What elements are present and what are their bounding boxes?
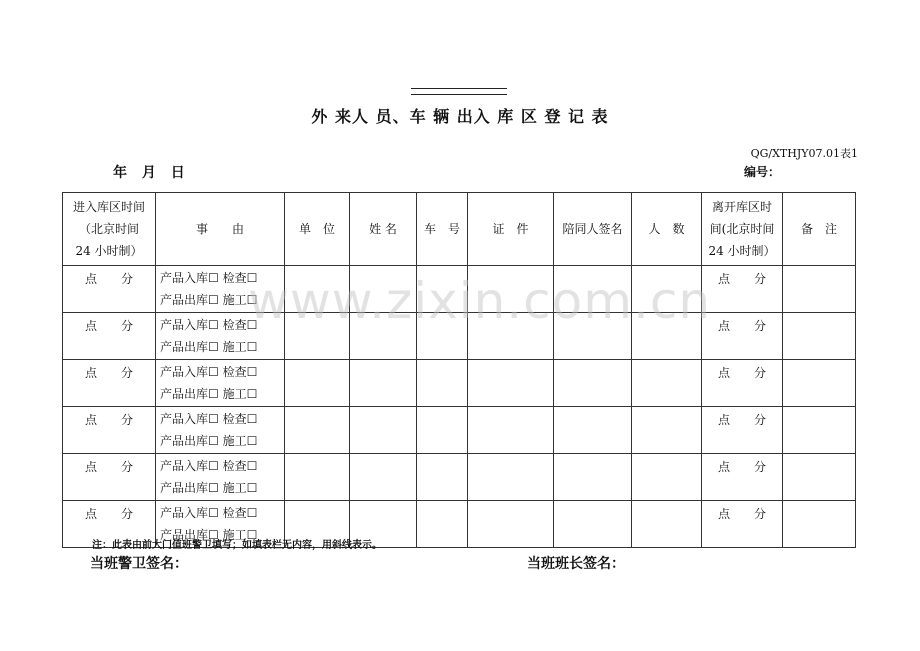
plate-cell[interactable] — [417, 266, 468, 313]
escort-cell[interactable] — [554, 360, 632, 407]
reason-cell[interactable] — [156, 360, 285, 407]
table-row — [63, 360, 856, 407]
headcount-cell[interactable] — [632, 266, 702, 313]
table-row — [63, 454, 856, 501]
exit-time-cell[interactable]: 点 分 — [702, 313, 783, 360]
escort-cell[interactable] — [554, 454, 632, 501]
reason-option-line: 产品入库☐ 检查☐ — [160, 365, 258, 379]
remarks-cell[interactable] — [783, 407, 856, 454]
reason-option-line: 产品入库☐ 检查☐ — [160, 412, 258, 426]
escort-cell[interactable] — [554, 501, 632, 548]
unit-cell[interactable] — [285, 407, 350, 454]
plate-cell[interactable] — [417, 313, 468, 360]
plate-cell[interactable] — [417, 501, 468, 548]
id-cell[interactable] — [468, 313, 554, 360]
entry-time-cell[interactable]: 点 分 — [63, 501, 156, 548]
unit-cell[interactable] — [285, 313, 350, 360]
name-cell[interactable] — [350, 360, 417, 407]
reason-cell[interactable] — [156, 407, 285, 454]
headcount-cell[interactable] — [632, 313, 702, 360]
plate-cell[interactable] — [417, 454, 468, 501]
header-id-document: 证 件 — [468, 193, 554, 266]
reason-cell[interactable] — [156, 266, 285, 313]
plate-cell[interactable] — [417, 360, 468, 407]
registration-table — [62, 192, 856, 548]
reason-cell[interactable] — [156, 454, 285, 501]
exit-time-cell[interactable]: 点 分 — [702, 407, 783, 454]
plate-cell[interactable] — [417, 407, 468, 454]
exit-time-cell[interactable]: 点 分 — [702, 501, 783, 548]
entry-time-cell[interactable]: 点 分 — [63, 266, 156, 313]
entry-time-cell[interactable]: 点 分 — [63, 454, 156, 501]
form-title: 外 来人 员、车 辆 出入 库 区 登 记 表 — [311, 107, 609, 126]
table-row — [63, 407, 856, 454]
header-plate-number: 车 号 — [417, 193, 468, 266]
escort-cell[interactable] — [554, 407, 632, 454]
name-cell[interactable] — [350, 454, 417, 501]
reason-option-line: 产品出库☐ 施工☐ — [160, 293, 258, 307]
date-label: 年 月 日 — [113, 165, 185, 181]
entry-time-cell[interactable]: 点 分 — [63, 360, 156, 407]
entry-time-cell[interactable]: 点 分 — [63, 313, 156, 360]
reason-option-line: 产品入库☐ 检查☐ — [160, 506, 258, 520]
table-header-row — [63, 193, 856, 266]
name-cell[interactable] — [350, 313, 417, 360]
name-cell[interactable] — [350, 407, 417, 454]
table-row — [63, 266, 856, 313]
header-exit-time: 离开库区时 间(北京时间 24 小时制） — [702, 193, 783, 266]
title-rule-bottom — [411, 94, 507, 95]
header-remarks: 备 注 — [783, 193, 856, 266]
watermark-text: www.zixin.com.cn — [248, 272, 712, 330]
header-name: 姓 名 — [350, 193, 417, 266]
unit-cell[interactable] — [285, 360, 350, 407]
entry-time-cell[interactable]: 点 分 — [63, 407, 156, 454]
exit-time-cell[interactable]: 点 分 — [702, 454, 783, 501]
headcount-cell[interactable] — [632, 407, 702, 454]
headcount-cell[interactable] — [632, 360, 702, 407]
reason-cell[interactable] — [156, 313, 285, 360]
leader-signature-label: 当班班长签名： — [527, 556, 625, 572]
remarks-cell[interactable] — [783, 454, 856, 501]
header-escort-signature: 陪同人签名 — [554, 193, 632, 266]
reason-option-line: 产品出库☐ 施工☐ — [160, 340, 258, 354]
table-row — [63, 313, 856, 360]
id-cell[interactable] — [468, 360, 554, 407]
escort-cell[interactable] — [554, 266, 632, 313]
name-cell[interactable] — [350, 266, 417, 313]
reason-option-line: 产品出库☐ 施工☐ — [160, 434, 258, 448]
guard-signature-label: 当班警卫签名： — [90, 556, 188, 572]
id-cell[interactable] — [468, 454, 554, 501]
reason-option-line: 产品入库☐ 检查☐ — [160, 318, 258, 332]
reason-option-line: 产品入库☐ 检查☐ — [160, 459, 258, 473]
id-cell[interactable] — [468, 501, 554, 548]
headcount-cell[interactable] — [632, 501, 702, 548]
id-cell[interactable] — [468, 266, 554, 313]
exit-time-cell[interactable]: 点 分 — [702, 266, 783, 313]
title-rule-top — [411, 88, 507, 89]
remarks-cell[interactable] — [783, 501, 856, 548]
header-entry-time: 进入库区时间 （北京时间 24 小时制） — [63, 193, 156, 266]
id-cell[interactable] — [468, 407, 554, 454]
reason-option-line: 产品入库☐ 检查☐ — [160, 271, 258, 285]
remarks-cell[interactable] — [783, 360, 856, 407]
form-code: QG/XTHJY07.01表1 — [750, 147, 858, 160]
reason-option-line: 产品出库☐ 施工☐ — [160, 387, 258, 401]
unit-cell[interactable] — [285, 454, 350, 501]
serial-number-label: 编号： — [744, 165, 781, 179]
reason-option-line: 产品出库☐ 施工☐ — [160, 481, 258, 495]
footnote: 注：此表由前大门值班警卫填写；如填表栏无内容，用斜线表示。 — [92, 540, 382, 551]
header-unit: 单 位 — [285, 193, 350, 266]
headcount-cell[interactable] — [632, 454, 702, 501]
header-headcount: 人 数 — [632, 193, 702, 266]
exit-time-cell[interactable]: 点 分 — [702, 360, 783, 407]
header-reason: 事 由 — [156, 193, 285, 266]
remarks-cell[interactable] — [783, 266, 856, 313]
unit-cell[interactable] — [285, 266, 350, 313]
reason-option-line: 产品出库☐ 施工☐ — [160, 528, 258, 542]
escort-cell[interactable] — [554, 313, 632, 360]
remarks-cell[interactable] — [783, 313, 856, 360]
